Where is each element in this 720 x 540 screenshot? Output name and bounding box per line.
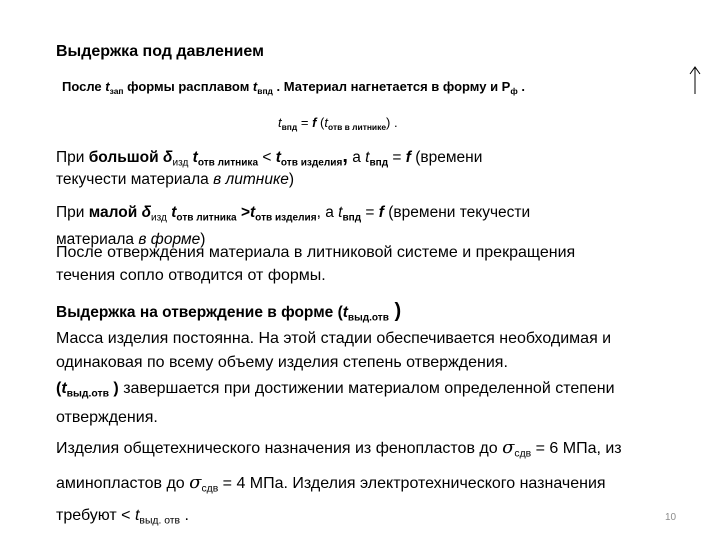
- text-segment: .: [517, 79, 525, 94]
- subscript: впд: [257, 85, 273, 96]
- symbol-t: t: [278, 115, 282, 130]
- text-segment: формы расплавом: [123, 79, 253, 94]
- symbol-t: t: [171, 204, 177, 221]
- text-segment: =: [361, 204, 379, 221]
- para-products-line2: [56, 472, 606, 495]
- emphasis: большой: [88, 149, 159, 166]
- symbol-t: t: [250, 204, 256, 221]
- subscript: впд: [369, 157, 389, 169]
- text-segment: ,: [316, 204, 321, 221]
- text-segment: =: [388, 149, 406, 166]
- para-complete-line1: [56, 380, 615, 400]
- symbol-t: t: [134, 507, 140, 524]
- symbol-t: t: [192, 149, 198, 166]
- subscript: зап: [109, 85, 124, 96]
- symbol-delta: δ: [163, 149, 173, 166]
- para-after-line1: После отверждения материала в литниковой системе и прекращения: [56, 244, 576, 261]
- symbol-f: f: [378, 204, 384, 221]
- subscript: ф: [510, 85, 518, 96]
- para-large-line1: [56, 145, 483, 169]
- subscript: отв изделия: [280, 157, 343, 169]
- symbol-t: t: [365, 149, 370, 166]
- text-segment: текучести материала: [56, 171, 214, 188]
- para-mass-line2: одинаковая по всему объему изделия степень отверждения.: [56, 354, 508, 371]
- symbol-sigma: σ: [189, 472, 202, 493]
- text-segment: требуют <: [56, 507, 135, 524]
- text-segment: Выдержка на отверждение в форме (: [56, 304, 343, 321]
- intro-line: [62, 79, 525, 96]
- text-segment: а: [320, 204, 339, 221]
- text-segment: ): [388, 300, 402, 322]
- symbol-t: t: [342, 304, 348, 321]
- para-products-line1: [56, 437, 622, 460]
- text-segment: ): [200, 231, 206, 248]
- subscript: выд. отв: [139, 515, 181, 527]
- symbol-t: t: [338, 204, 343, 221]
- para-products-line3: [56, 507, 189, 527]
- para-small-line1: [56, 204, 531, 224]
- subscript: отв в литнике: [328, 121, 387, 132]
- heading-cure: [56, 300, 402, 324]
- subscript: изд: [151, 212, 167, 224]
- subscript: выд.отв: [66, 388, 109, 400]
- symbol-sigma: σ: [502, 437, 515, 458]
- symbol-t: t: [275, 149, 281, 166]
- symbol-delta: δ: [141, 204, 152, 221]
- subscript: впд: [281, 121, 298, 132]
- arrow-up-icon: [689, 65, 701, 95]
- text-segment: .: [180, 507, 189, 524]
- text-segment: При: [56, 149, 89, 166]
- text-segment: (: [316, 115, 325, 130]
- subscript: изд: [172, 157, 189, 169]
- emphasis: в литнике: [213, 171, 289, 188]
- symbol-t: t: [252, 79, 258, 94]
- subscript: сдв: [201, 483, 219, 495]
- para-after-line2: течения сопло отводится от формы.: [56, 267, 326, 284]
- text-segment: После: [62, 79, 106, 94]
- text-segment: ): [108, 380, 119, 397]
- subscript: выд.отв: [347, 312, 389, 324]
- text-segment: Изделия общетехнического назначения из фенопластов до: [56, 440, 503, 457]
- text-segment: (времени: [410, 149, 483, 166]
- subscript: отв изделия: [255, 212, 317, 224]
- symbol-t: t: [324, 115, 329, 130]
- text-segment: При: [56, 204, 89, 221]
- text-segment: завершается при достижении материалом определенной степени: [118, 380, 615, 397]
- text-segment: ,: [342, 145, 348, 167]
- text-segment: <: [258, 149, 276, 166]
- text-segment: ): [288, 171, 295, 188]
- symbol-t: t: [105, 79, 110, 94]
- text-segment: (: [56, 380, 62, 397]
- para-large-line2: [56, 172, 294, 188]
- text-segment: . Материал нагнетается в форму и Р: [272, 79, 511, 94]
- text-segment: (времени текучести: [383, 204, 531, 221]
- symbol-f: f: [312, 115, 317, 130]
- para-mass-line1: Масса изделия постоянна. На этой стадии обеспечивается необходимая и: [56, 330, 612, 347]
- subscript: впд: [342, 212, 362, 224]
- formula-line: [278, 115, 398, 132]
- subscript: отв литника: [197, 157, 259, 169]
- symbol-t: t: [61, 380, 67, 397]
- para-complete-line2: отверждения.: [56, 409, 158, 426]
- text-segment: =: [297, 115, 313, 130]
- text-segment: аминопластов до: [56, 475, 190, 492]
- heading-pressure: Выдержка под давлением: [56, 43, 264, 60]
- text-segment: >: [236, 204, 250, 221]
- emphasis: в форме: [138, 231, 201, 248]
- subscript: отв литника: [176, 212, 237, 224]
- symbol-f: f: [405, 149, 411, 166]
- subscript: сдв: [514, 448, 532, 460]
- page-number: 10: [665, 512, 677, 523]
- text-segment: = 4 МПа. Изделия электротехнического назначения: [218, 475, 606, 492]
- text-segment: а: [347, 149, 366, 166]
- text-segment: = 6 МПа, из: [531, 440, 622, 457]
- emphasis: малой: [88, 204, 138, 221]
- text-segment: материала: [56, 231, 139, 248]
- text-segment: ) .: [386, 115, 398, 130]
